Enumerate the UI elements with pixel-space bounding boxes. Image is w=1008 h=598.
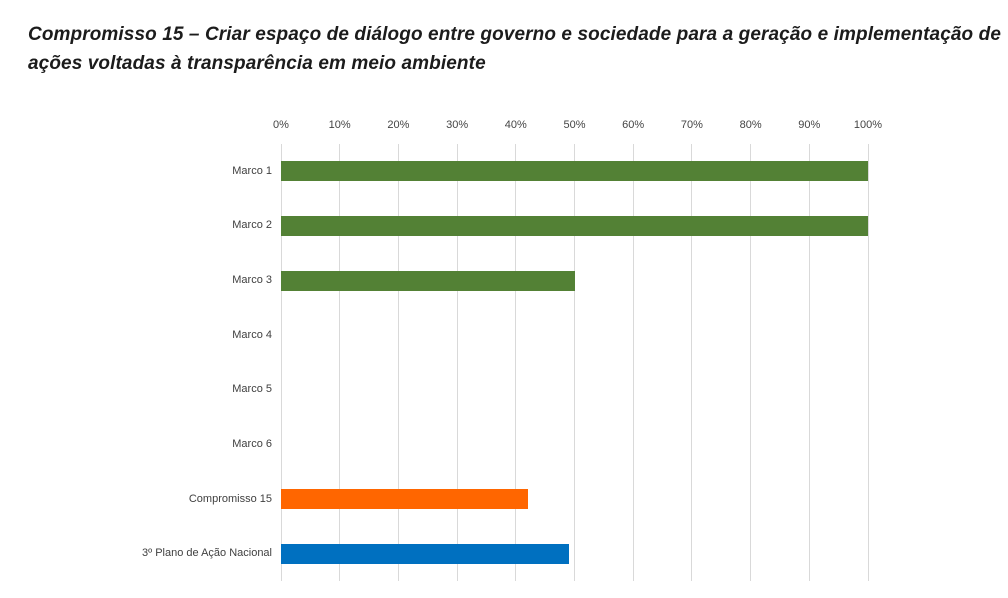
x-tick-label: 90%: [798, 119, 821, 131]
gridline: [574, 144, 575, 581]
category-label: Marco 4: [232, 328, 272, 341]
x-tick-label: 40%: [504, 119, 527, 131]
x-tick-label: 80%: [739, 119, 762, 131]
gridline: [281, 144, 282, 581]
x-tick-label: 70%: [680, 119, 703, 131]
x-tick-label: 0%: [273, 119, 289, 131]
x-tick-label: 30%: [446, 119, 469, 131]
gridline: [809, 144, 810, 581]
page-title: Compromisso 15 – Criar espaço de diálogo entre governo e sociedade para a geração e implementação de ações voltadas à transparência em meio ambiente: [28, 24, 1002, 74]
gridline: [868, 144, 869, 581]
gridline: [691, 144, 692, 581]
gridline: [339, 144, 340, 581]
category-label: Marco 6: [232, 437, 272, 450]
gridline: [515, 144, 516, 581]
category-label: Marco 2: [232, 219, 272, 232]
category-label: Compromisso 15: [188, 492, 272, 505]
bar-3-plano-de-a-o-nacional: [281, 544, 569, 564]
category-label: 3º Plano de Ação Nacional: [142, 547, 272, 560]
gridline: [398, 144, 399, 581]
gridline: [750, 144, 751, 581]
x-tick-label: 60%: [622, 119, 645, 131]
x-tick-label: 10%: [328, 119, 351, 131]
category-label: Marco 5: [232, 383, 272, 396]
category-label: Marco 3: [232, 274, 272, 287]
bar-compromisso-15: [281, 489, 528, 509]
x-tick-label: 100%: [853, 119, 883, 131]
bar-marco-3: [281, 271, 575, 291]
category-label: Marco 1: [232, 164, 272, 177]
x-tick-label: 20%: [387, 119, 410, 131]
gridline: [633, 144, 634, 581]
bar-marco-2: [281, 216, 868, 236]
x-tick-label: 50%: [563, 119, 586, 131]
gridline: [457, 144, 458, 581]
bar-marco-1: [281, 161, 868, 181]
